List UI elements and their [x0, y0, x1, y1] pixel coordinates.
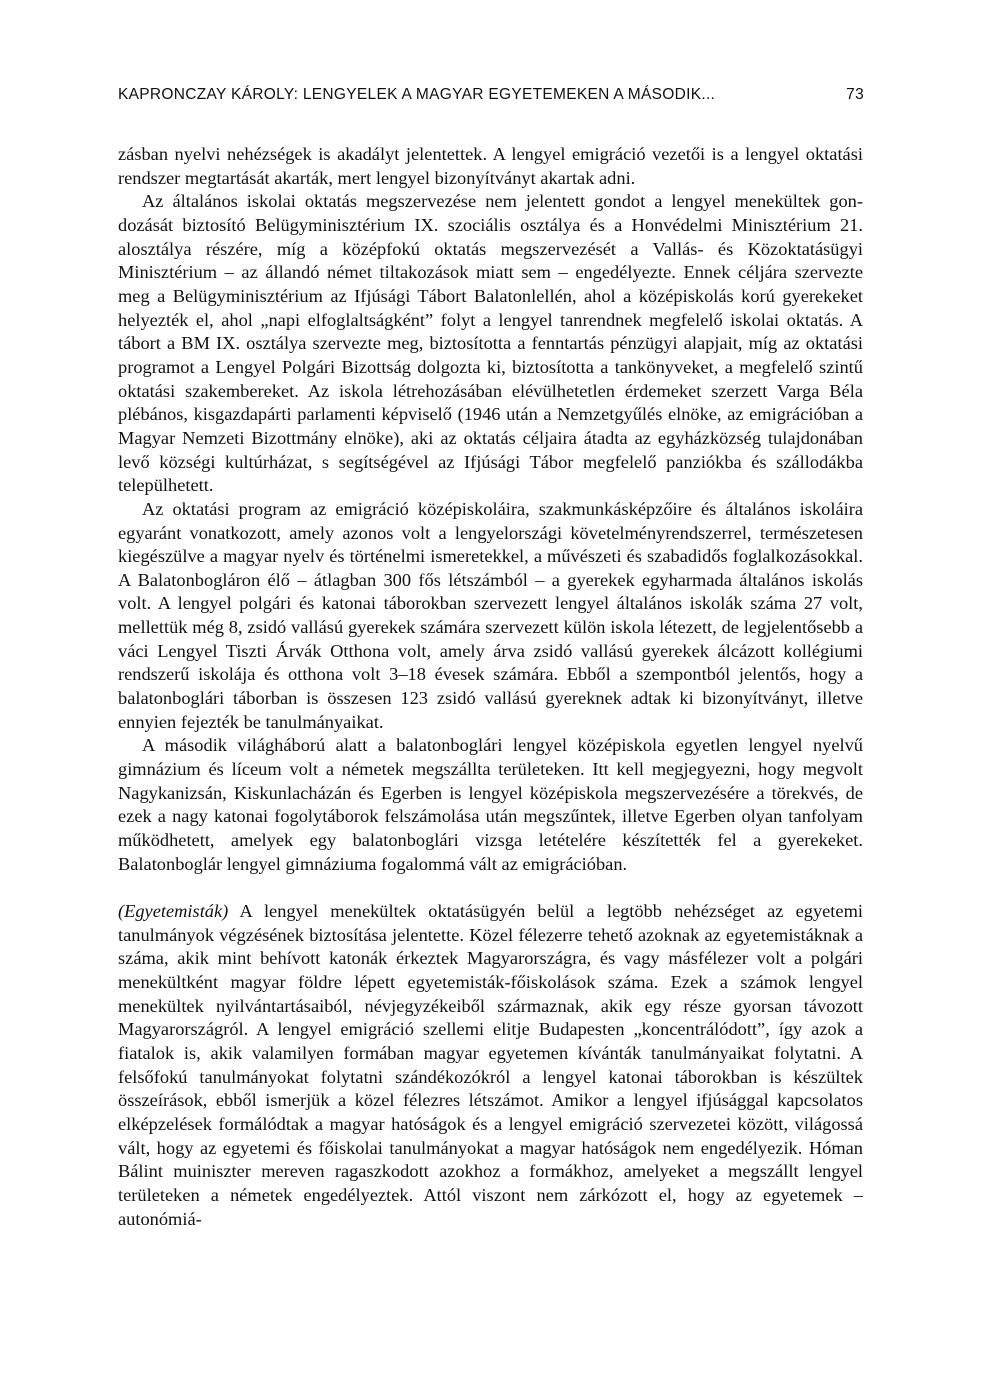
section-label: (Egyetemisták) — [118, 900, 229, 921]
body-text — [118, 143, 863, 1231]
section-university-students — [118, 900, 863, 1231]
paragraph-secondary-school: A második világháború alatt a balatonboglári lengyel középiskola egyetlen lengyel nyelvű gimnázium és líceum volt a németek megszállta területeken. Itt kell megjegyezni, hogy megvolt Nagykanizsán, Kiskunlacházán és Egerben is lengyel középiskola megszervezésére a törekvés, de ezek a nagy katonai fogolytáborok felszámolása után megszűntek, illetve Egerben olyan tanfolyam működhetett, amelyek egy balatonboglári vizsga letételére készítették fel a gyerekeket. Balatonboglár lengyel gimnáziuma fogalommá vált az emigrációban. — [118, 735, 863, 874]
running-header — [118, 86, 864, 110]
paragraph-education-program: Az oktatási program az emigráció középiskoláira, szakmunkásképzőire és általános iskoláira egyaránt vonatkozott, amely azonos volt a lengyelországi követelményrendszerrel, természetesen kiegészülve a magyar nyelv és történelmi ismeretekkel, a művészeti és szabadidős foglalkozásokkal. A Balatonbogláron élő – átlagban 300 fős létszámból – a gyerekek egyharmada általános iskolás volt. A lengyel polgári és katonai táborokban szervezett lengyel általános iskolák száma 27 volt, mellettük még 8, zsidó vallású gyerekek számára szervezett külön iskola létezett, de legjelentősebb a váci Lengyel Tiszti Árvák Otthona volt, amely árva zsidó vallású gyerekek álcázott kollégiumi rendszerű iskolája és otthona volt 3–18 évesek számára. Ebből a szempontból jelentős, hogy a balatonboglári táborban is összesen 123 zsidó vallású gyereknek adtak ki bizonyítványt, illetve ennyien fejezték be tanulmányaikat. — [118, 498, 863, 732]
page-number: 73 — [846, 86, 864, 103]
running-title: KAPRONCZAY KÁROLY: LENGYELEK A MAGYAR EGYETEMEKEN A MÁSODIK... — [118, 86, 716, 103]
paragraph-continued: zásban nyelvi nehézségek is akadályt jelentettek. A lengyel emigráció vezetői is a lengyel oktatási rendszer megtartását akarták, mert lengyel bizonyítványt akartak adni. — [118, 144, 863, 188]
section-text: A lengyel menekültek oktatásügyén belül a legtöbb nehézséget az egyetemi tanulmányok végzésének biztosítása jelentette. Közel félezerre tehető azoknak az egyetemistáknak a száma, akik mint behívott katonák érkeztek Magyarországra, és vagy másfélezer volt a polgári menekültként magyar földre lépett egyetemisták-főiskolások száma. Ezek a számok lengyel menekültek nyilvántartásaiból, névjegyzékeiből származnak, akik egy része gyorsan távozott Magyarországról. A lengyel emigráció szellemi elitje Budapesten „koncentrálódott”, így azok a fiatalok is, akik valamilyen formában magyar egyetemen kívánták tanulmányaikat folytatni. A felsőfokú tanulmányokat folytatni szándékozókról a lengyel katonai táborokban is készültek összeírások, ebből ismerjük a közel félezres létszámot. Amikor a lengyel ifjúsággal kapcsolatos elképzelések formálódtak a magyar hatóságok és a lengyel emigráció szervezetei között, világossá vált, hogy az egyetemi és főiskolai tanulmányokat a magyar hatóságok nem engedélyezik. Hóman Bálint muiniszter mereven ragaszkodott azokhoz a formákhoz, amelyeket a megszállt lengyel területeken a németek engedélyeztek. Attól viszont nem zárkózott el, hogy az egyetemek – autonómiá- — [118, 900, 863, 1229]
paragraph-general-schooling: Az általános iskolai oktatás megszervezése nem jelentett gondot a lengyel menekültek gondozását biztosító Belügyminisztérium IX. szociális osztálya és a Honvédelmi Minisztérium 21. alosztálya részére, míg a középfokú oktatás megszervezését a Vallás- és Közoktatásügyi Minisztérium – az állandó német tiltakozások miatt sem – engedélyezte. Ennek céljára szervezte meg a Belügyminisztérium az Ifjúsági Tábort Balatonlellén, ahol a középiskolás korú gyerekeket helyezték el, ahol „napi elfoglaltságként” folyt a lengyel tanrendnek megfelelő iskolai oktatás. A tábort a BM IX. osztálya szervezte meg, biztosította a fenntartás pénzügyi alapjait, míg az oktatási programot a Lengyel Polgári Bizottság dolgozta ki, biztosította a tankönyveket, a megfelelő szintű oktatási szakembereket. Az iskola létrehozásában elévülhetetlen érdemeket szerzett Varga Béla plébános, kisgazdapárti parlamenti képviselő (1946 után a Nemzetgyűlés elnöke, az emigrációban a Magyar Nemzeti Bizottmány elnöke), aki az oktatás céljaira átadta az egyházközség tulajdonában levő községi kultúrházat, s segítségével az Ifjúsági Tábor megfelelő panziókba és szállodákba települhetett. — [118, 191, 863, 496]
